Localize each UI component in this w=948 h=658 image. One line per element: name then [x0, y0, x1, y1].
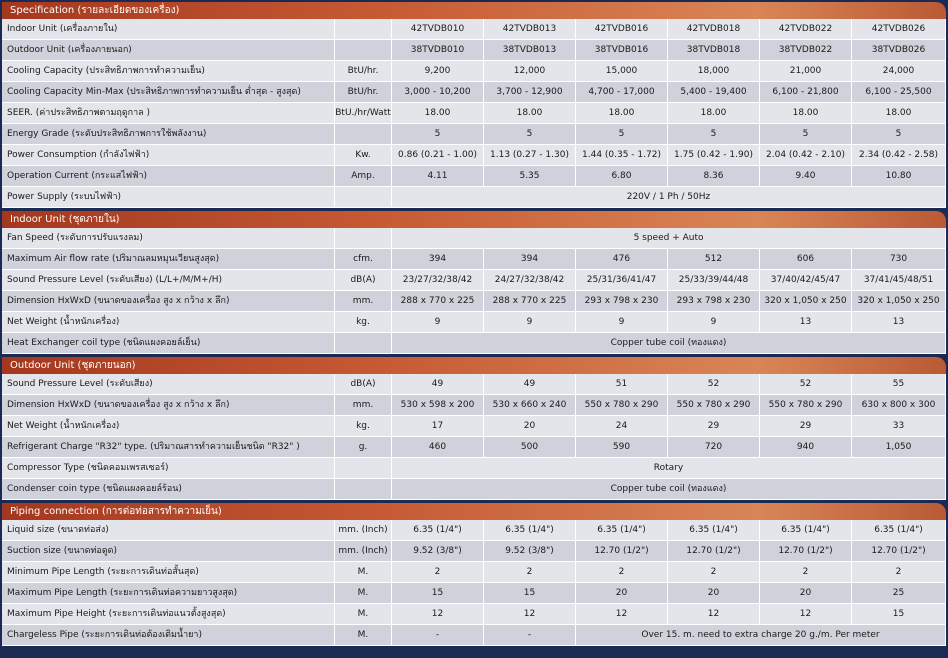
row-unit: M.: [335, 562, 392, 583]
table-row: [2, 437, 946, 458]
table-row: [2, 40, 946, 61]
row-unit: mm.: [335, 395, 392, 416]
table-row: [2, 145, 946, 166]
row-value: 530 x 660 x 240: [484, 395, 576, 416]
row-value: 18.00: [484, 103, 576, 124]
row-value: 24/27/32/38/42: [484, 270, 576, 291]
row-value: 42TVDB022: [760, 19, 852, 40]
table-row: [2, 61, 946, 82]
row-value-span: 5 speed + Auto: [392, 228, 946, 249]
row-label: SEER. (ค่าประสิทธิภาพตามฤดูกาล ): [2, 103, 335, 124]
row-value: 38TVDB013: [484, 40, 576, 61]
row-label: Chargeless Pipe (ระยะการเดินท่อต้องเติมน้ำยา): [2, 625, 335, 646]
row-value: 9.52 (3/8"): [484, 541, 576, 562]
row-value: 25/31/36/41/47: [576, 270, 668, 291]
table-row: [2, 479, 946, 500]
row-value-span: Rotary: [392, 458, 946, 479]
row-value: 38TVDB010: [392, 40, 484, 61]
indoor-table: [2, 228, 946, 354]
row-label: Fan Speed (ระดับการปรับแรงลม): [2, 228, 335, 249]
table-row: [2, 270, 946, 291]
table-row: [2, 103, 946, 124]
row-value: 12: [668, 604, 760, 625]
row-unit: Amp.: [335, 166, 392, 187]
row-label: Cooling Capacity Min-Max (ประสิทธิภาพการทำความเย็น ต่ำสุด - สูงสุด): [2, 82, 335, 103]
row-unit: [335, 333, 392, 354]
table-row: [2, 520, 946, 541]
row-label: Minimum Pipe Length (ระยะการเดินท่อสั้นสุด): [2, 562, 335, 583]
row-value: 12: [484, 604, 576, 625]
row-value: 42TVDB018: [668, 19, 760, 40]
row-label: Maximum Pipe Length (ระยะการเดินท่อความยาวสูงสุด): [2, 583, 335, 604]
row-value: 20: [668, 583, 760, 604]
row-value: 5.35: [484, 166, 576, 187]
row-value: 2: [852, 562, 946, 583]
row-value: 15: [852, 604, 946, 625]
row-label: Power Consumption (กำลังไฟฟ้า): [2, 145, 335, 166]
row-label: Net Weight (น้ำหนักเครื่อง): [2, 416, 335, 437]
row-value: 18.00: [760, 103, 852, 124]
row-unit: [335, 458, 392, 479]
row-value: 6.35 (1/4"): [668, 520, 760, 541]
row-value: 29: [668, 416, 760, 437]
row-value: 15,000: [576, 61, 668, 82]
row-value: 1.44 (0.35 - 1.72): [576, 145, 668, 166]
row-value: 20: [576, 583, 668, 604]
row-label: Dimension HxWxD (ขนาดของเครื่อง สูง x กว้าง x ลึก): [2, 395, 335, 416]
row-unit: BtU./hr/Watt: [335, 103, 392, 124]
row-value: 2: [484, 562, 576, 583]
row-value: 3,700 - 12,900: [484, 82, 576, 103]
row-value: 38TVDB016: [576, 40, 668, 61]
section-header: Outdoor Unit (ชุดภายนอก): [2, 357, 946, 374]
row-unit: BtU/hr.: [335, 61, 392, 82]
row-value: 8.36: [668, 166, 760, 187]
row-value: 42TVDB016: [576, 19, 668, 40]
row-unit: M.: [335, 625, 392, 646]
row-value: 18.00: [392, 103, 484, 124]
row-value: 394: [484, 249, 576, 270]
row-value: 720: [668, 437, 760, 458]
row-label: Compressor Type (ชนิดคอมเพรสเซอร์): [2, 458, 335, 479]
table-row: [2, 291, 946, 312]
row-value: 15: [392, 583, 484, 604]
row-label: Sound Pressure Level (ระดับเสียง) (L/L+/M/M+/H): [2, 270, 335, 291]
row-value: 2.04 (0.42 - 2.10): [760, 145, 852, 166]
row-value-span: Copper tube coil (ทองแดง): [392, 479, 946, 500]
row-label: Outdoor Unit (เครื่องภายนอก): [2, 40, 335, 61]
table-row: [2, 249, 946, 270]
row-unit: [335, 19, 392, 40]
row-label: Heat Exchanger coil type (ชนิดแผงคอยล์เย็น): [2, 333, 335, 354]
row-value: 6.80: [576, 166, 668, 187]
table-row: [2, 228, 946, 249]
row-value: 23/27/32/38/42: [392, 270, 484, 291]
section-header: Specification (รายละเอียดของเครื่อง): [2, 2, 946, 19]
section-piping-connection: [2, 503, 946, 646]
row-value: 52: [668, 374, 760, 395]
row-value: 9: [576, 312, 668, 333]
row-label: Dimension HxWxD (ขนาดของเครื่อง สูง x กว้าง x ลึก): [2, 291, 335, 312]
row-value: 590: [576, 437, 668, 458]
table-row: [2, 166, 946, 187]
row-value: 42TVDB026: [852, 19, 946, 40]
row-value: 18.00: [668, 103, 760, 124]
section-outdoor-unit: [2, 357, 946, 500]
row-unit: [335, 124, 392, 145]
table-row: [2, 562, 946, 583]
row-value: 25: [852, 583, 946, 604]
row-value: 51: [576, 374, 668, 395]
row-unit: kg.: [335, 416, 392, 437]
row-unit: mm.: [335, 291, 392, 312]
row-value: 12.70 (1/2"): [852, 541, 946, 562]
table-row: [2, 583, 946, 604]
row-value: 37/41/45/48/51: [852, 270, 946, 291]
row-value: 18,000: [668, 61, 760, 82]
row-value: 38TVDB018: [668, 40, 760, 61]
section-specification: [2, 2, 946, 208]
row-value: 1.75 (0.42 - 1.90): [668, 145, 760, 166]
row-value: 550 x 780 x 290: [576, 395, 668, 416]
row-value: 10.80: [852, 166, 946, 187]
row-value: 18.00: [576, 103, 668, 124]
row-value: 5: [668, 124, 760, 145]
row-value: 24,000: [852, 61, 946, 82]
row-label: Condenser coin type (ชนิดแผงคอยล์ร้อน): [2, 479, 335, 500]
row-value: 293 x 798 x 230: [668, 291, 760, 312]
row-unit: [335, 479, 392, 500]
row-value: 42TVDB013: [484, 19, 576, 40]
row-value: 530 x 598 x 200: [392, 395, 484, 416]
row-value: 25/33/39/44/48: [668, 270, 760, 291]
row-value: 13: [852, 312, 946, 333]
row-value: 12.70 (1/2"): [576, 541, 668, 562]
row-value: 730: [852, 249, 946, 270]
row-value: 20: [484, 416, 576, 437]
row-value: 9: [392, 312, 484, 333]
row-value: 2: [668, 562, 760, 583]
table-row: [2, 124, 946, 145]
row-label: Net Weight (น้ำหนักเครื่อง): [2, 312, 335, 333]
row-value: 5: [392, 124, 484, 145]
piping-table: [2, 520, 946, 646]
row-value: 12.70 (1/2"): [760, 541, 852, 562]
row-value: 20: [760, 583, 852, 604]
row-unit: M.: [335, 583, 392, 604]
outdoor-table: [2, 374, 946, 500]
row-value: 6.35 (1/4"): [484, 520, 576, 541]
row-value: 55: [852, 374, 946, 395]
row-value: 37/40/42/45/47: [760, 270, 852, 291]
row-value: 5: [760, 124, 852, 145]
row-unit: [335, 187, 392, 208]
table-row: [2, 458, 946, 479]
row-value: 2.34 (0.42 - 2.58): [852, 145, 946, 166]
row-value: 3,000 - 10,200: [392, 82, 484, 103]
row-value: 2: [576, 562, 668, 583]
table-row: [2, 333, 946, 354]
row-label: Operation Current (กระแสไฟฟ้า): [2, 166, 335, 187]
row-value: 29: [760, 416, 852, 437]
row-value: 4.11: [392, 166, 484, 187]
row-value: 288 x 770 x 225: [392, 291, 484, 312]
row-value: 5: [576, 124, 668, 145]
row-label: Energy Grade (ระดับประสิทธิภาพการใช้พลังงาน): [2, 124, 335, 145]
row-value: 49: [392, 374, 484, 395]
row-value: -: [392, 625, 484, 646]
row-value: 18.00: [852, 103, 946, 124]
row-value: 13: [760, 312, 852, 333]
section-indoor-unit: [2, 211, 946, 354]
row-value: 606: [760, 249, 852, 270]
row-value: 9,200: [392, 61, 484, 82]
row-label: Sound Pressure Level (ระดับเสียง): [2, 374, 335, 395]
row-value: 293 x 798 x 230: [576, 291, 668, 312]
section-header: Piping connection (การต่อท่อสารทำความเย็น): [2, 503, 946, 520]
row-value: 512: [668, 249, 760, 270]
row-label: Cooling Capacity (ประสิทธิภาพการทำความเย็น): [2, 61, 335, 82]
row-label: Indoor Unit (เครื่องภายใน): [2, 19, 335, 40]
row-value: 6,100 - 25,500: [852, 82, 946, 103]
table-row: [2, 19, 946, 40]
row-value: 2: [760, 562, 852, 583]
row-label: Maximum Air flow rate (ปริมาณลมหมุนเวียนสูงสุด): [2, 249, 335, 270]
row-value: 49: [484, 374, 576, 395]
row-value: 320 x 1,050 x 250: [852, 291, 946, 312]
row-value: 12.70 (1/2"): [668, 541, 760, 562]
table-row: [2, 187, 946, 208]
row-unit: g.: [335, 437, 392, 458]
row-unit: mm. (Inch): [335, 520, 392, 541]
row-value: 4,700 - 17,000: [576, 82, 668, 103]
row-value: 52: [760, 374, 852, 395]
row-value: 24: [576, 416, 668, 437]
row-value: 38TVDB022: [760, 40, 852, 61]
table-row: [2, 625, 946, 646]
row-value: 460: [392, 437, 484, 458]
row-value: 15: [484, 583, 576, 604]
row-value: 12: [392, 604, 484, 625]
row-value: 1.13 (0.27 - 1.30): [484, 145, 576, 166]
row-value-note: Over 15. m. need to extra charge 20 g./m. Per meter: [576, 625, 946, 646]
row-unit: BtU/hr.: [335, 82, 392, 103]
row-label: Suction size (ขนาดท่อดูด): [2, 541, 335, 562]
row-value: 38TVDB026: [852, 40, 946, 61]
row-label: Maximum Pipe Height (ระยะการเดินท่อแนวตั้งสูงสุด): [2, 604, 335, 625]
table-row: [2, 541, 946, 562]
row-value: 12,000: [484, 61, 576, 82]
row-value: 12: [760, 604, 852, 625]
row-value: 33: [852, 416, 946, 437]
row-value: 5,400 - 19,400: [668, 82, 760, 103]
spec-table: [2, 19, 946, 208]
row-unit: dB(A): [335, 270, 392, 291]
row-unit: mm. (Inch): [335, 541, 392, 562]
row-value: -: [484, 625, 576, 646]
table-row: [2, 604, 946, 625]
row-value: 630 x 800 x 300: [852, 395, 946, 416]
row-value: 21,000: [760, 61, 852, 82]
row-value: 9: [484, 312, 576, 333]
row-unit: [335, 228, 392, 249]
row-unit: Kw.: [335, 145, 392, 166]
row-value: 5: [852, 124, 946, 145]
row-value: 394: [392, 249, 484, 270]
row-value: 476: [576, 249, 668, 270]
row-label: Power Supply (ระบบไฟฟ้า): [2, 187, 335, 208]
row-value: 320 x 1,050 x 250: [760, 291, 852, 312]
row-value: 6.35 (1/4"): [760, 520, 852, 541]
row-value: 6,100 - 21,800: [760, 82, 852, 103]
row-unit: cfm.: [335, 249, 392, 270]
row-value: 12: [576, 604, 668, 625]
row-value: 550 x 780 x 290: [760, 395, 852, 416]
row-value: 1,050: [852, 437, 946, 458]
table-row: [2, 416, 946, 437]
row-value: 9: [668, 312, 760, 333]
row-unit: kg.: [335, 312, 392, 333]
row-unit: dB(A): [335, 374, 392, 395]
row-unit: [335, 40, 392, 61]
table-row: [2, 374, 946, 395]
table-row: [2, 395, 946, 416]
row-value: 288 x 770 x 225: [484, 291, 576, 312]
row-value: 9.52 (3/8"): [392, 541, 484, 562]
table-row: [2, 312, 946, 333]
row-value: 42TVDB010: [392, 19, 484, 40]
row-value: 17: [392, 416, 484, 437]
row-value: 2: [392, 562, 484, 583]
row-value: 6.35 (1/4"): [576, 520, 668, 541]
row-value-span: 220V / 1 Ph / 50Hz: [392, 187, 946, 208]
row-label: Liquid size (ขนาดท่อส่ง): [2, 520, 335, 541]
row-unit: M.: [335, 604, 392, 625]
row-value: 550 x 780 x 290: [668, 395, 760, 416]
row-value: 0.86 (0.21 - 1.00): [392, 145, 484, 166]
table-row: [2, 82, 946, 103]
row-value: 9.40: [760, 166, 852, 187]
row-value: 6.35 (1/4"): [852, 520, 946, 541]
row-value: 940: [760, 437, 852, 458]
row-value: 500: [484, 437, 576, 458]
row-value-span: Copper tube coil (ทองแดง): [392, 333, 946, 354]
section-header: Indoor Unit (ชุดภายใน): [2, 211, 946, 228]
row-label: Refrigerant Charge "R32" type. (ปริมาณสารทำความเย็นชนิด "R32" ): [2, 437, 335, 458]
row-value: 6.35 (1/4"): [392, 520, 484, 541]
row-value: 5: [484, 124, 576, 145]
